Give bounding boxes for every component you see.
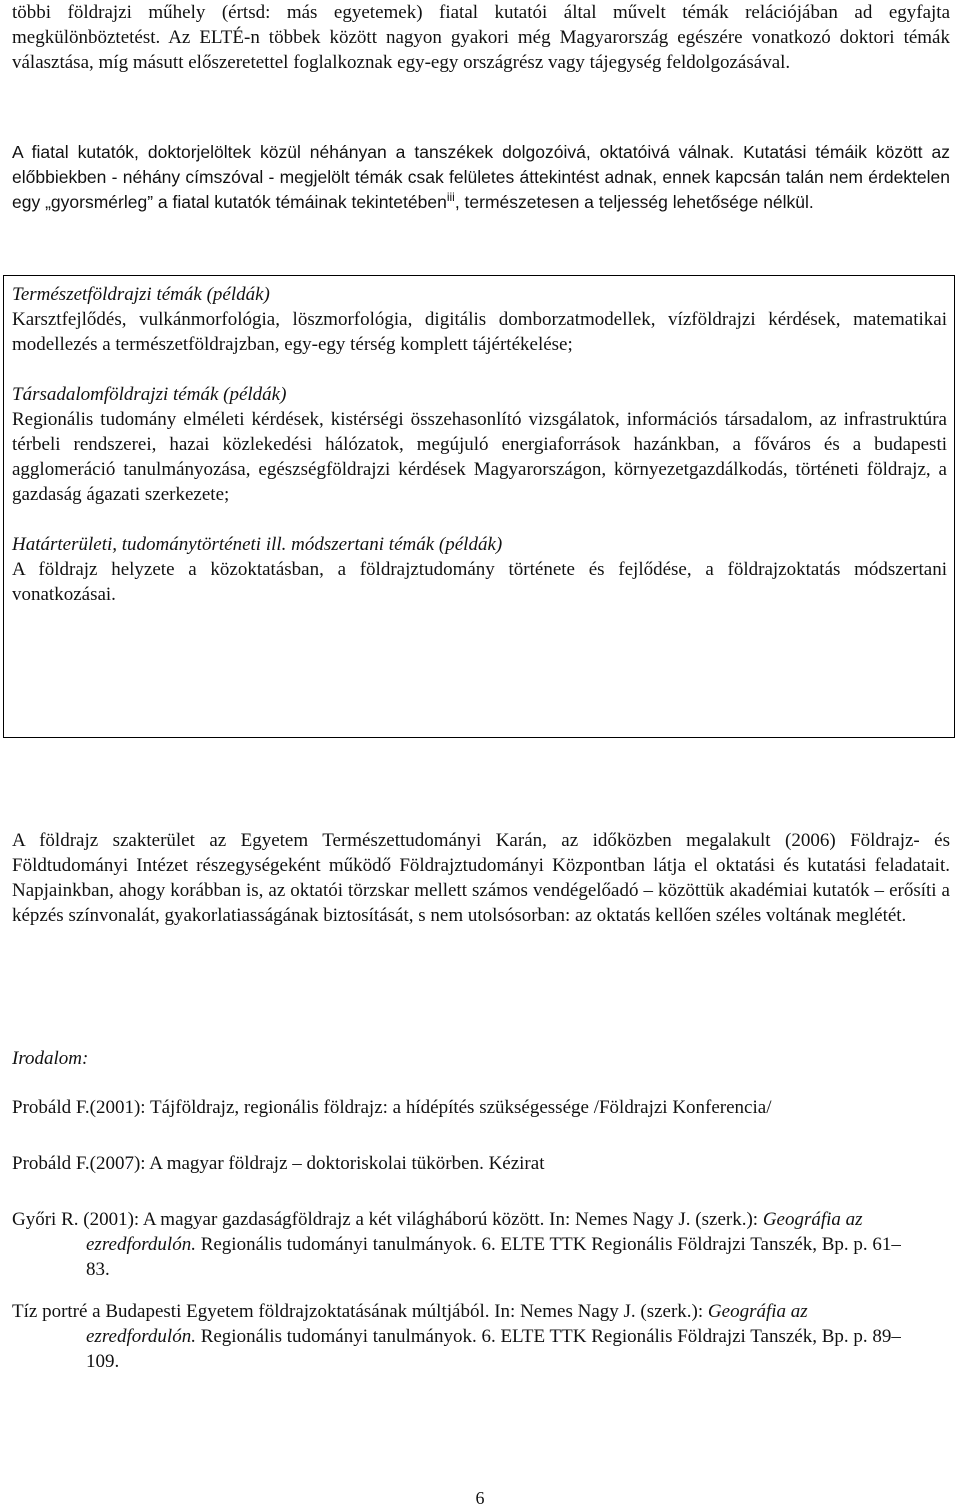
physical-geography-text: Karsztfejlődés, vulkánmorfológia, löszmorfológia, digitális domborzatmodellek, vízföldrajzi kérdések, matematikai modellezés a természetföldrajzban, egy-egy térség komplett tájértékelése; xyxy=(12,309,947,355)
young-researchers-text-end: , természetesen a teljesség lehetősége nélkül. xyxy=(454,192,814,212)
reference-text: Győri R. (2001): A magyar gazdaságföldrajz a két világháború között. In: Nemes Nagy J. (szerk.): xyxy=(12,1209,763,1230)
faculty-paragraph: A földrajz szakterület az Egyetem Természettudományi Karán, az időközben megalakult (2006) Földrajz- és Földtudományi Intézet részegységeként működő Földrajztudományi Központban látja el oktatási és kutatási feladatait. Napjainkban, ahogy korábban is, az oktatói törzskar mellett számos vendégelőadó – közöttük akadémiai kutatók – erősíti a képzés színvonalát, gyakorlatiasságának biztosítását, s nem utolsósorban: az oktatás kellően széles voltának meglétét. xyxy=(12,830,950,926)
references-list xyxy=(12,1095,912,1405)
intro-paragraph: többi földrajzi műhely (értsd: más egyetemek) fiatal kutatói által művelt témák relációjában ad egyfajta megkülönböztetést. Az ELTÉ-n többek között nagyon gyakori még Magyarország egészére vonatkozó doktori témák választása, míg másutt előszeretettel foglalkoznak egy-egy országrész vagy tájegység feldolgozásával. xyxy=(12,2,950,73)
topics-box xyxy=(3,275,955,738)
reference-text: Regionális tudományi tanulmányok. 6. ELTE TTK Regionális Földrajzi Tanszék, Bp. p. 61–83. xyxy=(86,1234,901,1280)
reference-item xyxy=(12,1207,912,1282)
reference-title: Geográfia az ezredfordulón. xyxy=(86,1209,863,1255)
social-geography-block xyxy=(12,382,947,507)
social-geography-heading: Társadalomföldrajzi témák (példák) xyxy=(12,384,287,405)
reference-text: Tíz portré a Budapesti Egyetem földrajzoktatásának múltjából. In: Nemes Nagy J. (szerk.): xyxy=(12,1301,708,1322)
references-heading: Irodalom: xyxy=(12,1048,89,1069)
young-researchers-paragraph xyxy=(12,140,950,215)
page-number: 6 xyxy=(475,1488,485,1508)
reference-text: Regionális tudományi tanulmányok. 6. ELTE TTK Regionális Földrajzi Tanszék, Bp. p. 89–109. xyxy=(86,1326,901,1372)
border-topics-block xyxy=(12,532,947,607)
border-topics-text: A földrajz helyzete a közoktatásban, a földrajztudomány története és fejlődése, a földrajzoktatás módszertani vonatkozásai. xyxy=(12,559,947,605)
reference-title: Geográfia az ezredfordulón. xyxy=(86,1301,808,1347)
young-researchers-text-start: A fiatal kutatók, doktorjelöltek közül néhányan a tanszékek dolgozóivá, oktatóivá válnak. Kutatási témáik között az előbbiekben - néhány címszóval - megjelölt témák csak felületes áttekintést adnak, ennek kapcsán talán nem érdektelen egy „gyorsmérleg” a fiatal kutatók témáinak tekintetében xyxy=(12,142,950,212)
reference-item: Probáld F.(2001): Tájföldrajz, regionális földrajz: a hídépítés szükségessége /Földrajzi Konferencia/ xyxy=(12,1097,772,1118)
physical-geography-block xyxy=(12,282,947,357)
physical-geography-heading: Természetföldrajzi témák (példák) xyxy=(12,284,270,305)
social-geography-text: Regionális tudomány elméleti kérdések, kistérségi összehasonlító vizsgálatok, információs társadalom, az infrastruktúra térbeli rendszerei, hazai közlekedési hálózatok, megújuló energiaforrások hazánkban, a főváros és a budapesti agglomeráció tanulmányozása, egészségföldrajzi kérdések Magyarországon, környezetgazdálkodás, történeti földrajz, a gazdaság ágazati szerkezete; xyxy=(12,409,947,505)
border-topics-heading: Határterületi, tudománytörténeti ill. módszertani témák (példák) xyxy=(12,534,503,555)
reference-item: Probáld F.(2007): A magyar földrajz – doktoriskolai tükörben. Kézirat xyxy=(12,1153,545,1174)
reference-item xyxy=(12,1299,912,1374)
footnote-marker: iii xyxy=(446,190,455,204)
